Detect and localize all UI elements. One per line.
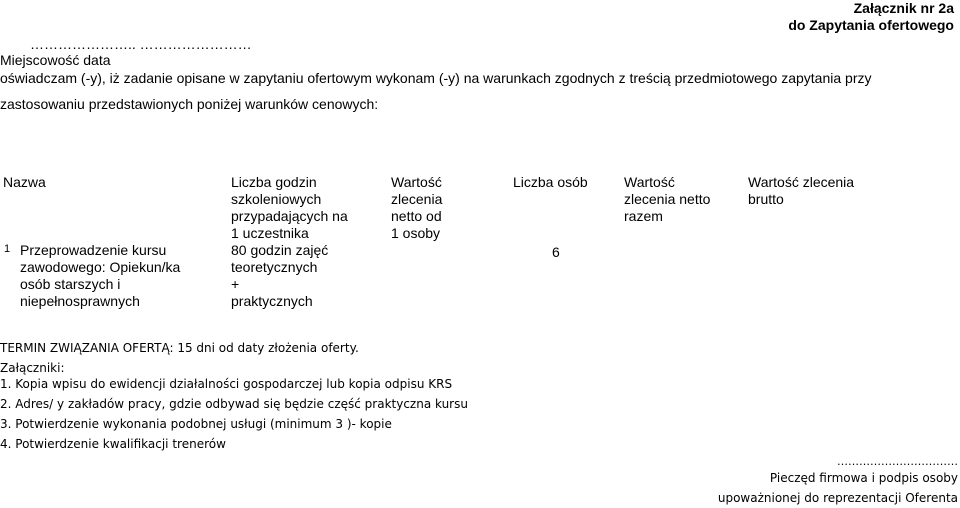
col-header-persons-line: Liczba osób [513, 174, 588, 190]
col-header-value-line: netto od [391, 208, 442, 224]
attachments-title: Załączniki: [0, 361, 65, 375]
signature-label-1: Pieczęd firmowa i podpis osoby [769, 471, 958, 485]
signature-label-2: upoważnionej do reprezentacji Oferenta [717, 491, 958, 505]
attachment-number: Załącznik nr 2a [853, 0, 954, 16]
col-header-value-line: 1 osoby [391, 225, 441, 241]
row-hours-line: praktycznych [231, 293, 313, 309]
col-header-hours-line: Liczba godzin [231, 174, 317, 190]
attachment-item: 3. Potwierdzenie wykonania podobnej usługi (minimum 3 )- kopie [0, 417, 392, 431]
statement-line-1: oświadczam (-y), iż zadanie opisane w zapytaniu ofertowym wykonam (-y) na warunkach zgodnych z treścią przedmiotowego zapytania przy [0, 70, 872, 86]
row-hours-line: + [231, 276, 240, 292]
attachment-item: 4. Potwierdzenie kwalifikacji trenerów [0, 437, 226, 451]
col-header-gross-line: Wartość zlecenia [748, 174, 855, 190]
attachment-item: 2. Adres/ y zakładów pracy, gdzie odbywad się będzie część praktyczna kursu [0, 397, 468, 411]
col-header-hours-line: szkoleniowych [231, 191, 322, 207]
col-header-hours [231, 174, 348, 242]
row-name-line: Przeprowadzenie kursu [20, 242, 167, 258]
row-persons: 6 [552, 244, 560, 260]
offer-validity: TERMIN ZWIĄZANIA OFERTĄ: 15 dni od daty złożenia oferty. [0, 341, 359, 355]
col-header-net-line: razem [624, 208, 663, 224]
row-name [20, 242, 180, 310]
col-header-name [3, 174, 46, 191]
col-header-hours-line: 1 uczestnika [231, 225, 309, 241]
place-date-dots: ………………….. …………………… [30, 36, 252, 52]
attachment-subtitle: do Zapytania ofertowego [788, 17, 954, 33]
attachment-item: 1. Kopia wpisu do ewidencji działalności gospodarczej lub kopia odpisu KRS [0, 377, 453, 391]
row-name-line: osób starszych i [20, 276, 121, 292]
col-header-gross-line: brutto [748, 191, 784, 207]
place-date-label: Miejscowość data [0, 52, 111, 68]
row-number: 1 [4, 243, 11, 255]
col-header-name-line: Nazwa [3, 174, 46, 190]
col-header-value-per-person [391, 174, 442, 242]
row-name-line: zawodowego: Opiekun/ka [20, 259, 181, 275]
row-hours [231, 242, 328, 310]
col-header-gross [748, 174, 854, 208]
col-header-net-line: zlecenia netto [624, 191, 711, 207]
col-header-hours-line: przypadających na [231, 208, 348, 224]
col-header-value-line: zlecenia [391, 191, 443, 207]
statement-line-2: zastosowaniu przedstawionych poniżej warunków cenowych: [0, 96, 379, 112]
row-hours-line: teoretycznych [231, 259, 318, 275]
col-header-net-line: Wartość [624, 174, 675, 190]
signature-dots: …………………………… [837, 455, 958, 468]
row-name-line: niepełnosprawnych [20, 293, 140, 309]
col-header-persons [513, 174, 588, 191]
col-header-net-total [624, 174, 710, 225]
col-header-value-line: Wartość [391, 174, 442, 190]
row-hours-line: 80 godzin zajęć [231, 242, 329, 258]
